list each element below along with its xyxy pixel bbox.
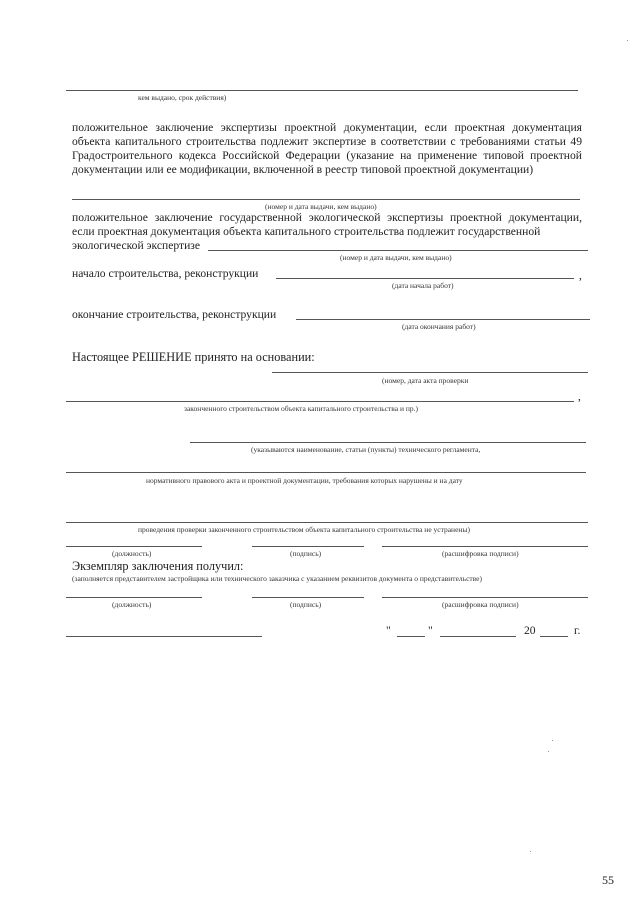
eco-line-1: положительное заключение государственной экологической экспертизы проектной документации, bbox=[72, 211, 582, 224]
issued-by-line bbox=[66, 90, 578, 91]
position-line-1 bbox=[66, 546, 202, 547]
eco-line-3: экологической экспертизе bbox=[72, 239, 201, 252]
start-date-line bbox=[276, 278, 574, 279]
filled-by-caption: (заполняется представителем застройщика или технического заказчика с указанием реквизитов документа о представительстве) bbox=[72, 574, 482, 583]
start-date-caption: (дата начала работ) bbox=[392, 281, 454, 290]
decoding-line-2 bbox=[382, 597, 588, 598]
number-date-issued-caption-2: (номер и дата выдачи, кем выдано) bbox=[340, 253, 452, 262]
start-label: начало строительства, реконструкции bbox=[72, 267, 259, 280]
signature-line-1 bbox=[252, 546, 364, 547]
completed-object-comma: , bbox=[578, 390, 581, 403]
page-number: 55 bbox=[602, 873, 614, 887]
position-line-2 bbox=[66, 597, 202, 598]
signature-caption-1: (подпись) bbox=[290, 549, 322, 558]
tech-regulation-caption: (указываются наименование, статьи (пункты) технического регламента, bbox=[251, 445, 481, 454]
expertise-line-2: объекта капитального строительства подлежит экспертизе в соответствии с требованиями статьи 49 bbox=[72, 135, 582, 148]
decoding-caption-1: (расшифровка подписи) bbox=[442, 549, 519, 558]
number-date-issued-caption-1: (номер и дата выдачи, кем выдано) bbox=[265, 202, 377, 211]
inspection-act-line bbox=[272, 372, 588, 373]
eco-number-line bbox=[208, 250, 588, 251]
position-caption-1: (должность) bbox=[112, 549, 152, 558]
start-comma: , bbox=[579, 269, 582, 282]
tech-regulation-line bbox=[190, 442, 586, 443]
speck bbox=[627, 40, 628, 41]
decoding-caption-2: (расшифровка подписи) bbox=[442, 600, 519, 609]
end-date-line bbox=[296, 319, 590, 320]
bottom-left-line bbox=[66, 636, 262, 637]
speck bbox=[552, 740, 553, 741]
signature-line-2 bbox=[252, 597, 364, 598]
completed-object-line bbox=[66, 401, 574, 402]
violations-line bbox=[66, 522, 588, 523]
expertise-line-4: документации или ее модификации, включенной в реестр типовой проектной документации) bbox=[72, 163, 534, 176]
signature-caption-2: (подпись) bbox=[290, 600, 322, 609]
date-quote-open: " bbox=[386, 624, 391, 637]
copy-received-label: Экземпляр заключения получил: bbox=[72, 559, 244, 573]
speck bbox=[530, 851, 531, 852]
date-month-line bbox=[440, 636, 516, 637]
expertise-line-3: Градостроительного кодекса Российской Федерации (указание на применение типовой проектной bbox=[72, 149, 582, 162]
expertise-number-line bbox=[72, 199, 580, 200]
decision-basis-heading: Настоящее РЕШЕНИЕ принято на основании: bbox=[72, 350, 315, 364]
normative-act-caption: нормативного правового акта и проектной документации, требования которых нарушены и на дату bbox=[146, 476, 463, 485]
date-year-line bbox=[540, 636, 568, 637]
date-year-suffix: г. bbox=[574, 624, 581, 637]
normative-act-line bbox=[66, 472, 586, 473]
date-day-line bbox=[397, 636, 425, 637]
decoding-line-1 bbox=[382, 546, 588, 547]
issued-by-caption: кем выдано, срок действия) bbox=[138, 93, 227, 102]
end-date-caption: (дата окончания работ) bbox=[402, 322, 476, 331]
expertise-line-1: положительное заключение экспертизы проектной документации, если проектная документация bbox=[72, 121, 582, 134]
eco-line-2: если проектная документация объекта капитального строительства подлежит государственной bbox=[72, 225, 541, 238]
position-caption-2: (должность) bbox=[112, 600, 152, 609]
speck bbox=[548, 751, 549, 752]
end-label: окончание строительства, реконструкции bbox=[72, 308, 277, 321]
date-quote-close: " bbox=[428, 624, 433, 637]
date-year-prefix: 20 bbox=[524, 624, 536, 637]
completed-object-caption: законченного строительством объекта капитального строительства и пр.) bbox=[184, 404, 418, 413]
inspection-act-caption: (номер, дата акта проверки bbox=[382, 376, 469, 385]
violations-caption: проведения проверки законченного строительством объекта капитального строительства не устранены) bbox=[138, 525, 470, 534]
